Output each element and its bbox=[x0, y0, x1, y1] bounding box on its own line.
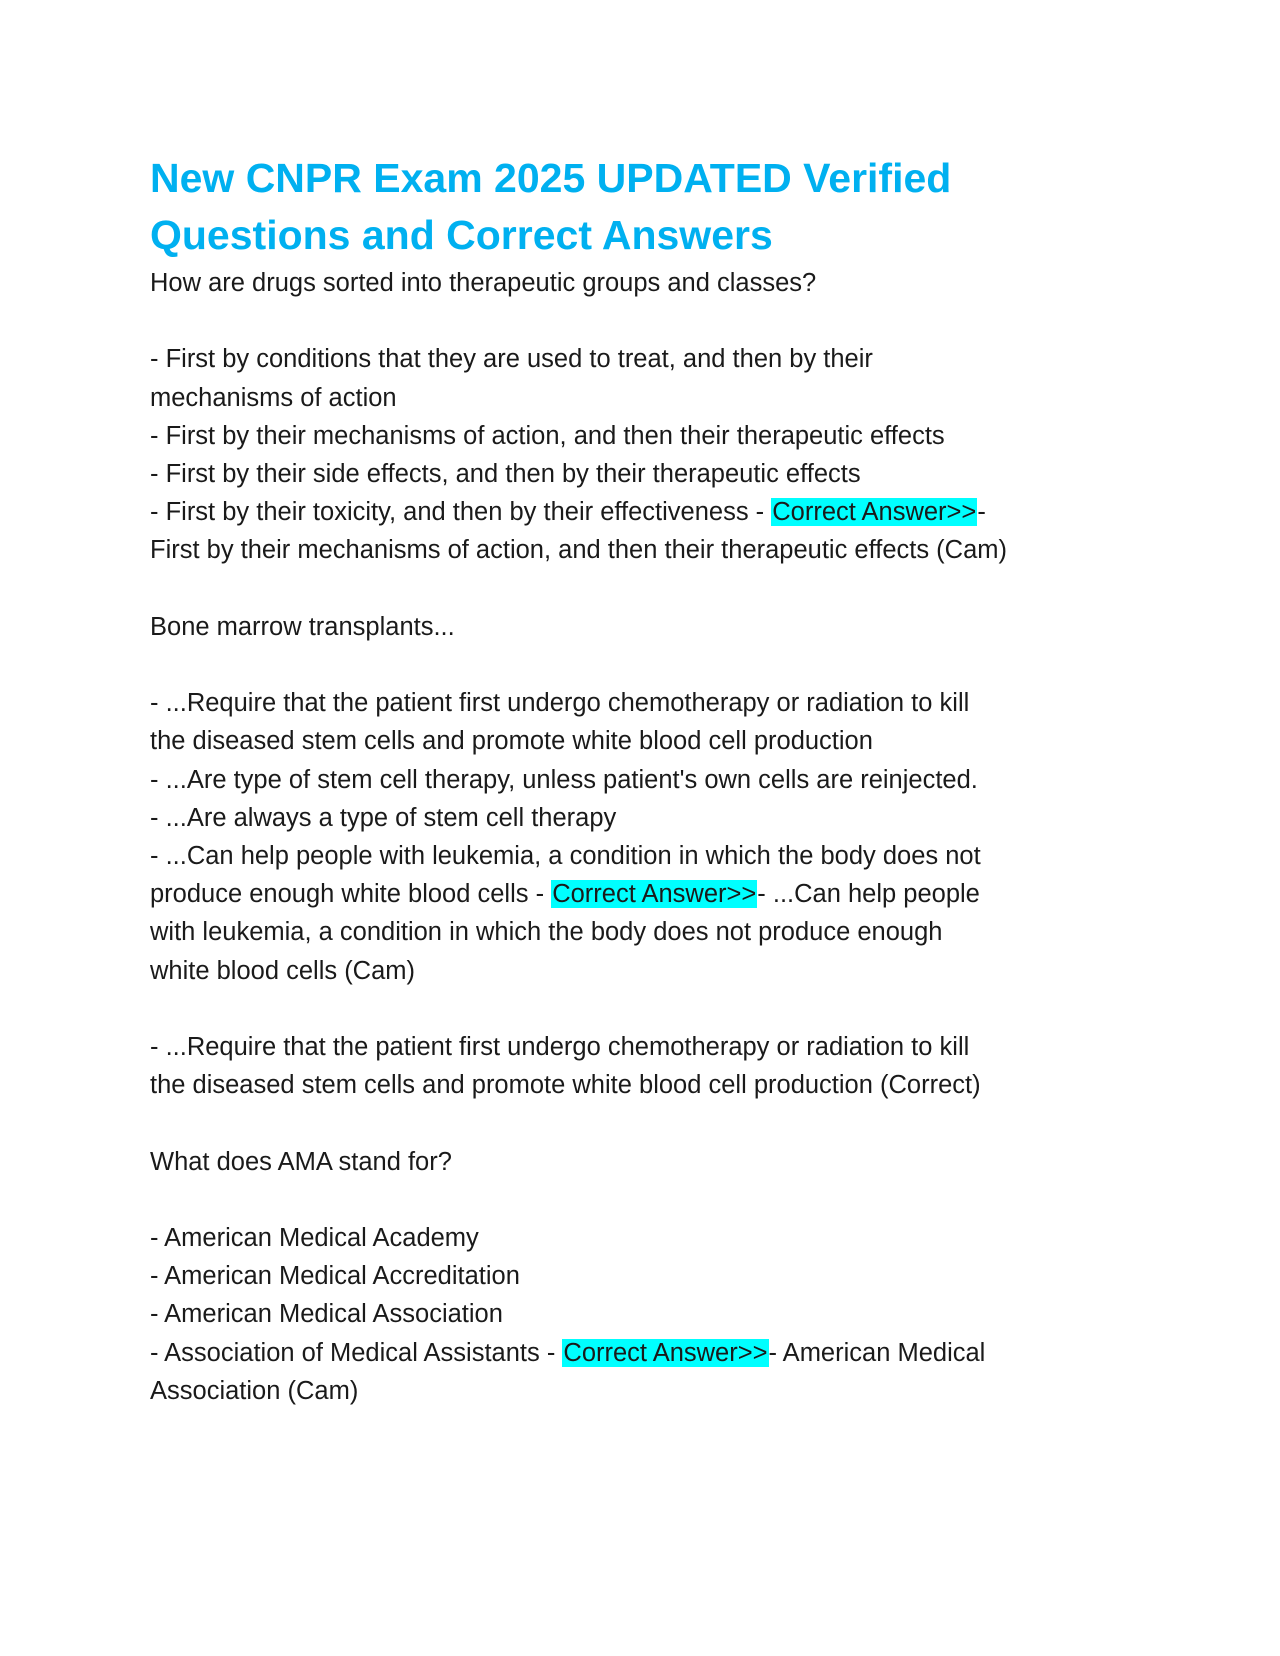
answer-text: - bbox=[977, 498, 986, 527]
question-block-1 bbox=[150, 264, 1150, 608]
answer-line: white blood cells (Cam) bbox=[150, 956, 416, 985]
title-line-1: New CNPR Exam 2025 UPDATED Verified bbox=[150, 155, 952, 201]
spacer bbox=[150, 990, 1150, 1028]
correct-answer-highlight: Correct Answer>> bbox=[563, 1338, 768, 1367]
option-text: - Association of Medical Assistants - bbox=[150, 1338, 563, 1367]
title-line-2: Questions and Correct Answers bbox=[150, 212, 773, 258]
option-line bbox=[150, 875, 1150, 913]
option-line: - First by their mechanisms of action, and then their therapeutic effects bbox=[150, 421, 945, 450]
spacer bbox=[150, 646, 1150, 684]
spacer bbox=[150, 1104, 1150, 1142]
question-text: Bone marrow transplants... bbox=[150, 612, 455, 641]
option-line: mechanisms of action bbox=[150, 383, 397, 412]
option-line: - ...Can help people with leukemia, a condition in which the body does not bbox=[150, 842, 981, 870]
option-line: - American Medical Association bbox=[150, 1300, 503, 1329]
extra-line: the diseased stem cells and promote white blood cell production (Correct) bbox=[150, 1071, 981, 1100]
spacer bbox=[150, 570, 1150, 608]
option-line: - ...Are type of stem cell therapy, unless patient's own cells are reinjected. bbox=[150, 765, 978, 794]
correct-answer-highlight: Correct Answer>> bbox=[552, 880, 757, 909]
option-text: produce enough white blood cells - bbox=[150, 880, 552, 909]
answer-line: Association (Cam) bbox=[150, 1376, 359, 1405]
option-line bbox=[150, 1334, 1150, 1372]
answer-line: First by their mechanisms of action, and then their therapeutic effects (Cam) bbox=[150, 536, 1007, 565]
option-text: - First by their toxicity, and then by their effectiveness - bbox=[150, 498, 772, 527]
option-line: - First by their side effects, and then by their therapeutic effects bbox=[150, 460, 861, 488]
option-line: - American Medical Academy bbox=[150, 1223, 479, 1252]
option-line: - ...Require that the patient first undergo chemotherapy or radiation to kill bbox=[150, 689, 970, 718]
option-line: - First by conditions that they are used to treat, and then by their bbox=[150, 345, 873, 374]
correct-answer-highlight: Correct Answer>> bbox=[772, 498, 977, 527]
option-line bbox=[150, 493, 1150, 531]
spacer bbox=[150, 1181, 1150, 1219]
question-text: How are drugs sorted into therapeutic groups and classes? bbox=[150, 269, 817, 297]
question-text: What does AMA stand for? bbox=[150, 1147, 452, 1176]
question-block-3 bbox=[150, 1143, 1150, 1410]
document-title bbox=[150, 150, 1150, 264]
option-line: the diseased stem cells and promote white blood cell production bbox=[150, 727, 873, 756]
option-line: - American Medical Accreditation bbox=[150, 1262, 520, 1291]
option-line: - ...Are always a type of stem cell therapy bbox=[150, 803, 617, 832]
answer-text: - ...Can help people bbox=[757, 880, 980, 909]
extra-line: - ...Require that the patient first undergo chemotherapy or radiation to kill bbox=[150, 1033, 970, 1061]
spacer bbox=[150, 302, 1150, 340]
answer-line: with leukemia, a condition in which the body does not produce enough bbox=[150, 918, 943, 947]
document-content bbox=[150, 150, 1150, 1410]
answer-text: - American Medical bbox=[768, 1338, 986, 1367]
question-block-2 bbox=[150, 608, 1150, 1143]
